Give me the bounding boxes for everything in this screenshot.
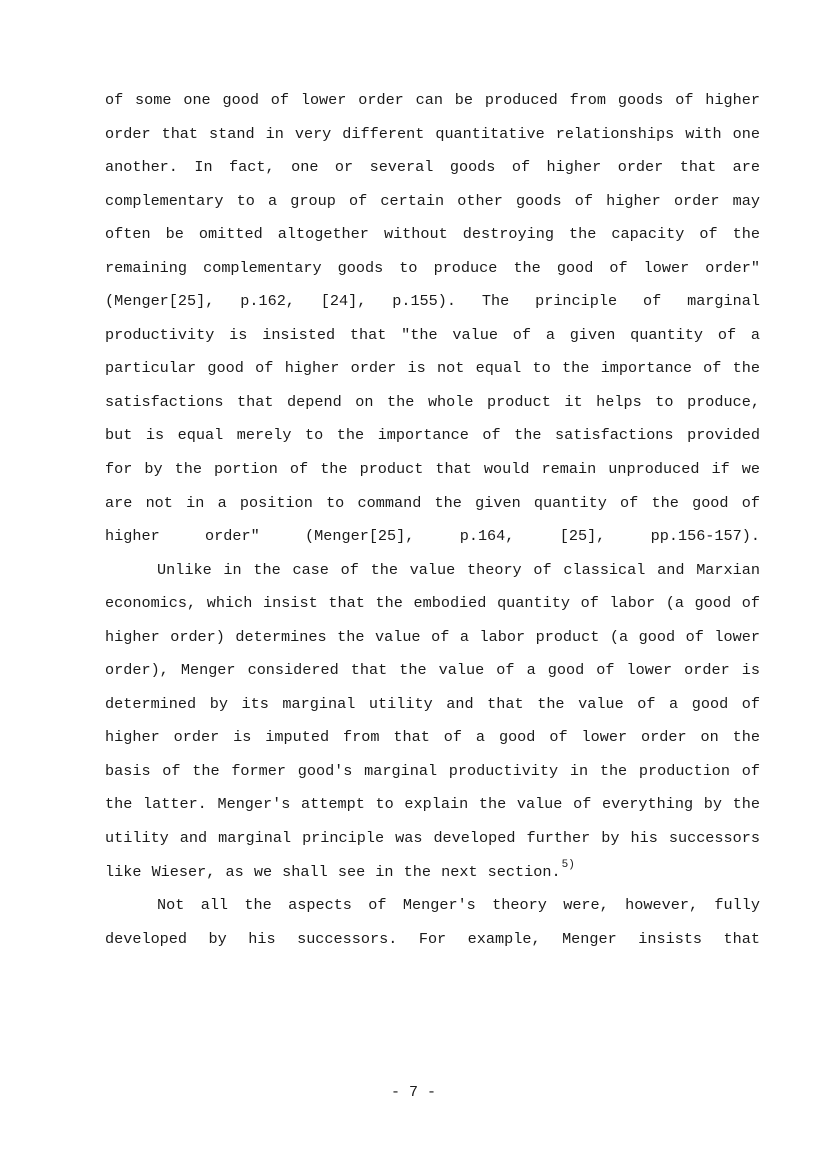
paragraph-not-all: Not all the aspects of Menger's theory were, however, fully developed by his successors. For example, Menger insists that xyxy=(105,896,760,948)
paragraph-unlike-text: Unlike in the case of the value theory of classical and Marxian economics, which insist that the embodied quantity of labor (a good of higher order) determines the value of a labor product (a good of lower order), Menger considered that the value of a good of lower order is determined by its marginal utility and that the value of a good of higher order is imputed from that of a good of lower order on the basis of the former good's marginal productivity in the production of the latter. Menger's attempt to explain the value of everything by the utility and marginal principle was developed further by his successors like Wieser, as we shall see in the next section. xyxy=(105,560,760,881)
paragraph-continuation: of some one good of lower order can be produced from goods of higher order that stand in very different quantitative relationships with one another. In fact, one or several goods of higher order that are complementary to a group of certain other goods of higher order may often be omitted altogether without destroying the capacity of the remaining complementary goods to produce the good of lower order" (Menger[25], p.162, [24], p.155). The principle of marginal productivity is insisted that "the value of a given quantity of a particular good of higher order is not equal to the importance of the satisfactions that depend on the whole product it helps to produce, but is equal merely to the importance of the satisfactions provided for by the portion of the product that would remain unproduced if we are not in a position to command the given quantity of the good of higher order" (Menger[25], p.164, [25], pp.156-157). xyxy=(105,91,760,546)
paragraph-unlike xyxy=(105,554,760,889)
footnote-marker: 5) xyxy=(561,858,575,871)
body-text xyxy=(105,84,760,956)
page-number: - 7 - xyxy=(390,1084,436,1101)
